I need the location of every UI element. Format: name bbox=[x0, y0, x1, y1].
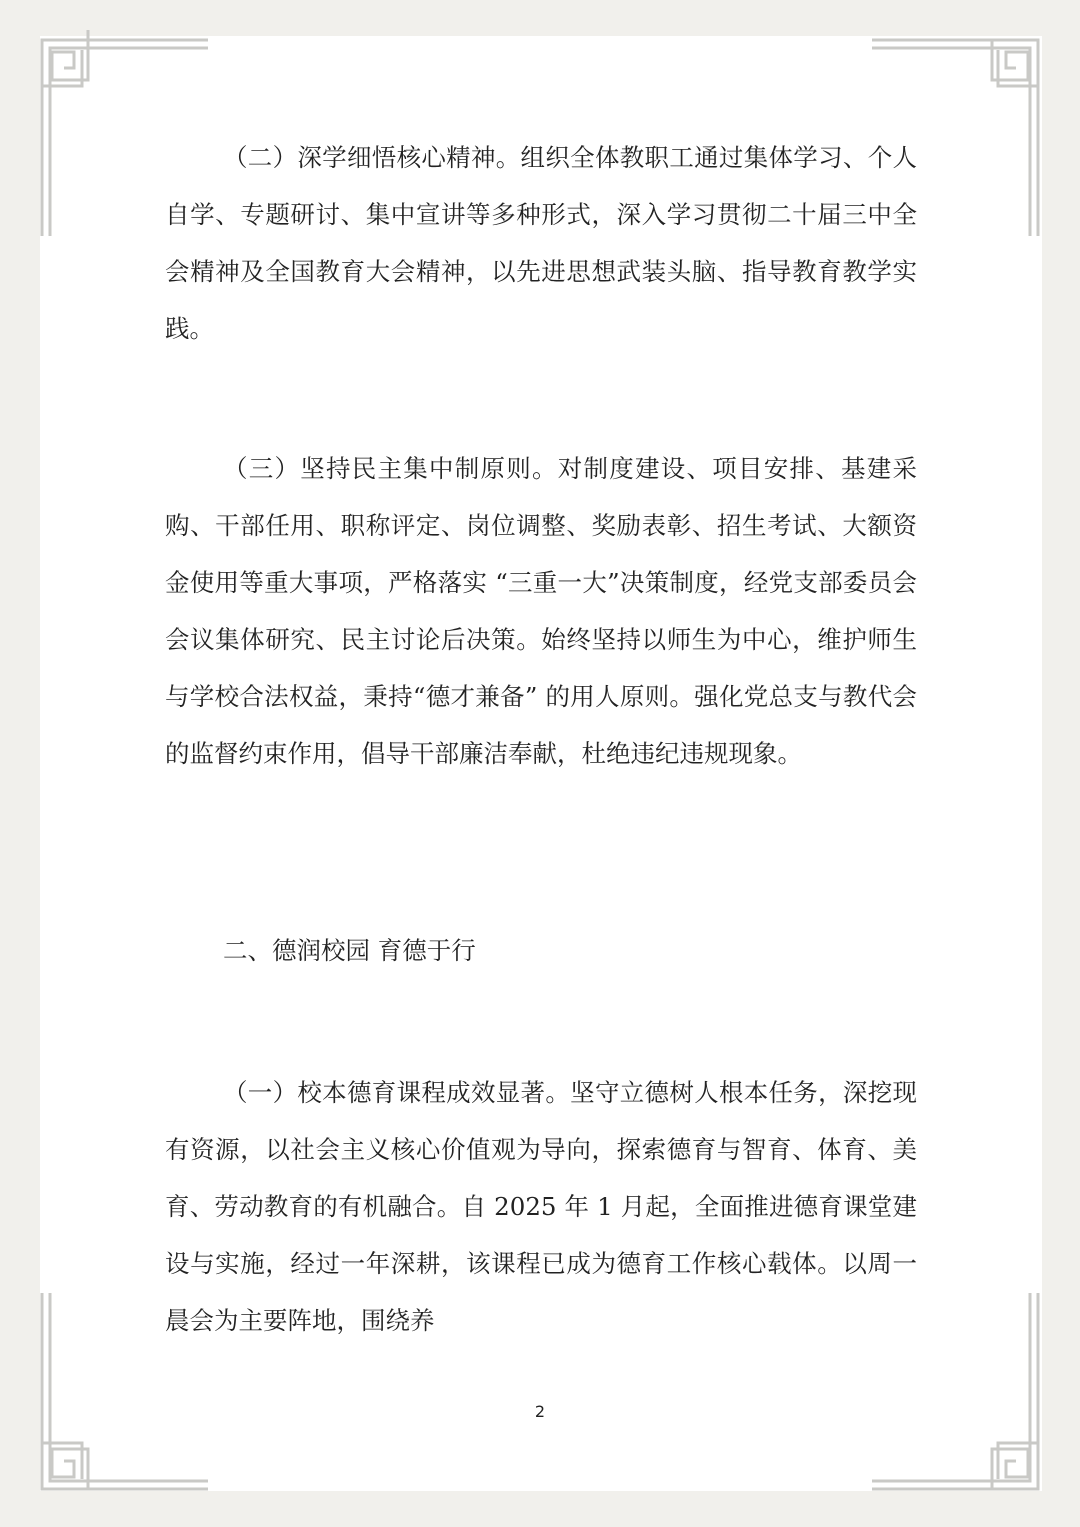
paragraph-democratic-centralism: （三）坚持民主集中制原则。对制度建设、项目安排、基建采购、干部任用、职称评定、岗位调整、奖励表彰、招生考试、大额资金使用等重大事项，严格落实 “三重一大”决策制度，经党支部委员会会议集体研究、民主讨论后决策。始终坚持以师生为中心，维护师生与学校合法权益，秉持“德才兼备” 的用人原则。强化党总支与教代会的监督约束作用，倡导干部廉洁奉献，杜绝违纪违规现象。 bbox=[165, 454, 917, 768]
paragraph-study-spirit: （二）深学细悟核心精神。组织全体教职工通过集体学习、个人自学、专题研讨、集中宣讲等多种形式，深入学习贯彻二十届三中全会精神及全国教育大会精神，以先进思想武装头脑、指导教育教学实践。 bbox=[165, 143, 917, 343]
section-heading: 二、德润校园 育德于行 bbox=[223, 936, 476, 965]
page-number: 2 bbox=[534, 1402, 546, 1421]
paragraph-moral-curriculum: （一）校本德育课程成效显著。坚守立德树人根本任务，深挖现有资源，以社会主义核心价值观为导向，探索德育与智育、体育、美育、劳动教育的有机融合。自 2025 年 1 月起，全面推进德育课堂建设与实施，经过一年深耕，该课程已成为德育工作核心载体。以周一晨会为主要阵地，围绕养 bbox=[165, 1078, 917, 1335]
